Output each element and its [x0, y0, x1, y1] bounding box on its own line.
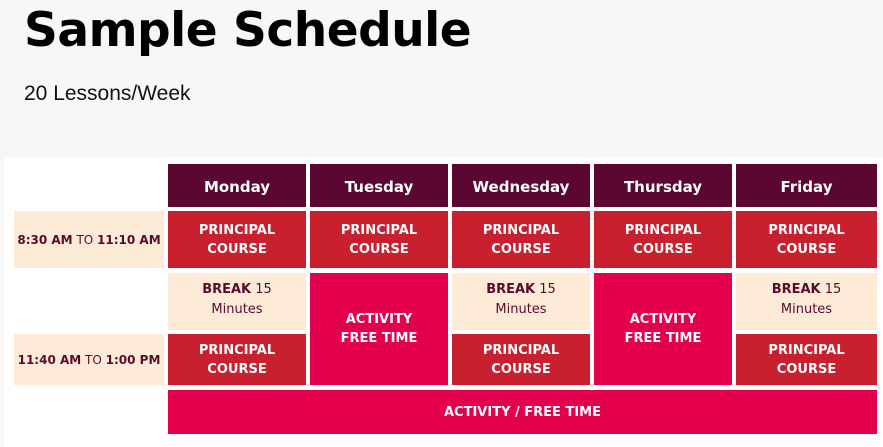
break-line1: [202, 280, 272, 300]
principal-line2: COURSE: [207, 361, 267, 377]
time-morning-end: 11:10 AM: [97, 232, 161, 247]
break-monday: [168, 273, 306, 330]
activity-line1: ACTIVITY: [345, 312, 413, 327]
break-label: BREAK: [771, 282, 821, 297]
break-label: BREAK: [486, 282, 536, 297]
principal-course-friday-am: [736, 211, 877, 268]
break-line2: Minutes: [780, 302, 833, 317]
page-title: Sample Schedule: [24, 3, 472, 58]
time-afternoon-end: 1:00 PM: [105, 352, 161, 367]
principal-line1: PRINCIPAL: [340, 222, 418, 238]
break-line2: Minutes: [211, 302, 263, 317]
principal-line2: COURSE: [491, 241, 551, 257]
break-duration: 15: [251, 282, 272, 297]
time-slot-afternoon-text: [18, 353, 161, 367]
time-afternoon-connector: TO: [85, 352, 102, 367]
time-afternoon-start: 11:40 AM: [17, 352, 82, 367]
activity-thursday: [594, 273, 732, 385]
break-friday: [736, 273, 877, 330]
activity-line1: ACTIVITY: [629, 312, 697, 327]
time-slot-afternoon: [14, 334, 164, 385]
principal-course-wednesday-am: [452, 211, 590, 268]
day-header-tuesday: Tuesday: [310, 164, 448, 207]
principal-line2: COURSE: [349, 241, 409, 257]
principal-line1: PRINCIPAL: [768, 222, 845, 238]
principal-line2: COURSE: [207, 241, 267, 257]
principal-line1: PRINCIPAL: [768, 342, 845, 358]
principal-line1: PRINCIPAL: [482, 342, 560, 358]
day-header-thursday: Thursday: [594, 164, 732, 207]
principal-line2: COURSE: [776, 361, 837, 377]
break-label: BREAK: [202, 282, 252, 297]
principal-line1: PRINCIPAL: [624, 222, 702, 238]
activity-line2: FREE TIME: [340, 331, 418, 346]
activity-free-time-label: ACTIVITY / FREE TIME: [444, 404, 601, 420]
break-line1: [486, 280, 556, 300]
principal-line1: PRINCIPAL: [198, 342, 276, 358]
time-slot-morning: [14, 211, 164, 268]
time-slot-morning-text: [17, 233, 160, 247]
principal-course-monday-pm: [168, 334, 306, 385]
activity-line2: FREE TIME: [624, 331, 702, 346]
principal-line1: PRINCIPAL: [198, 222, 276, 238]
activity-tuesday: [310, 273, 448, 385]
principal-line2: COURSE: [776, 241, 837, 257]
time-morning-connector: TO: [76, 232, 94, 247]
principal-course-monday-am: [168, 211, 306, 268]
break-line1: [772, 280, 842, 300]
principal-line2: COURSE: [633, 241, 693, 257]
principal-line1: PRINCIPAL: [482, 222, 560, 238]
time-morning-start: 8:30 AM: [17, 232, 73, 247]
day-header-monday: Monday: [168, 164, 306, 207]
activity-free-time-row: [168, 390, 877, 434]
day-header-wednesday: Wednesday: [452, 164, 590, 207]
break-line2: Minutes: [495, 302, 547, 317]
break-duration: 15: [820, 282, 842, 297]
page-subtitle: 20 Lessons/Week: [24, 82, 191, 105]
break-duration: 15: [535, 282, 556, 297]
day-header-friday: Friday: [736, 164, 877, 207]
principal-line2: COURSE: [491, 361, 551, 377]
principal-course-tuesday-am: [310, 211, 448, 268]
principal-course-wednesday-pm: [452, 334, 590, 385]
principal-course-friday-pm: [736, 334, 877, 385]
schedule-table: [4, 158, 883, 447]
principal-course-thursday-am: [594, 211, 732, 268]
break-wednesday: [452, 273, 590, 330]
